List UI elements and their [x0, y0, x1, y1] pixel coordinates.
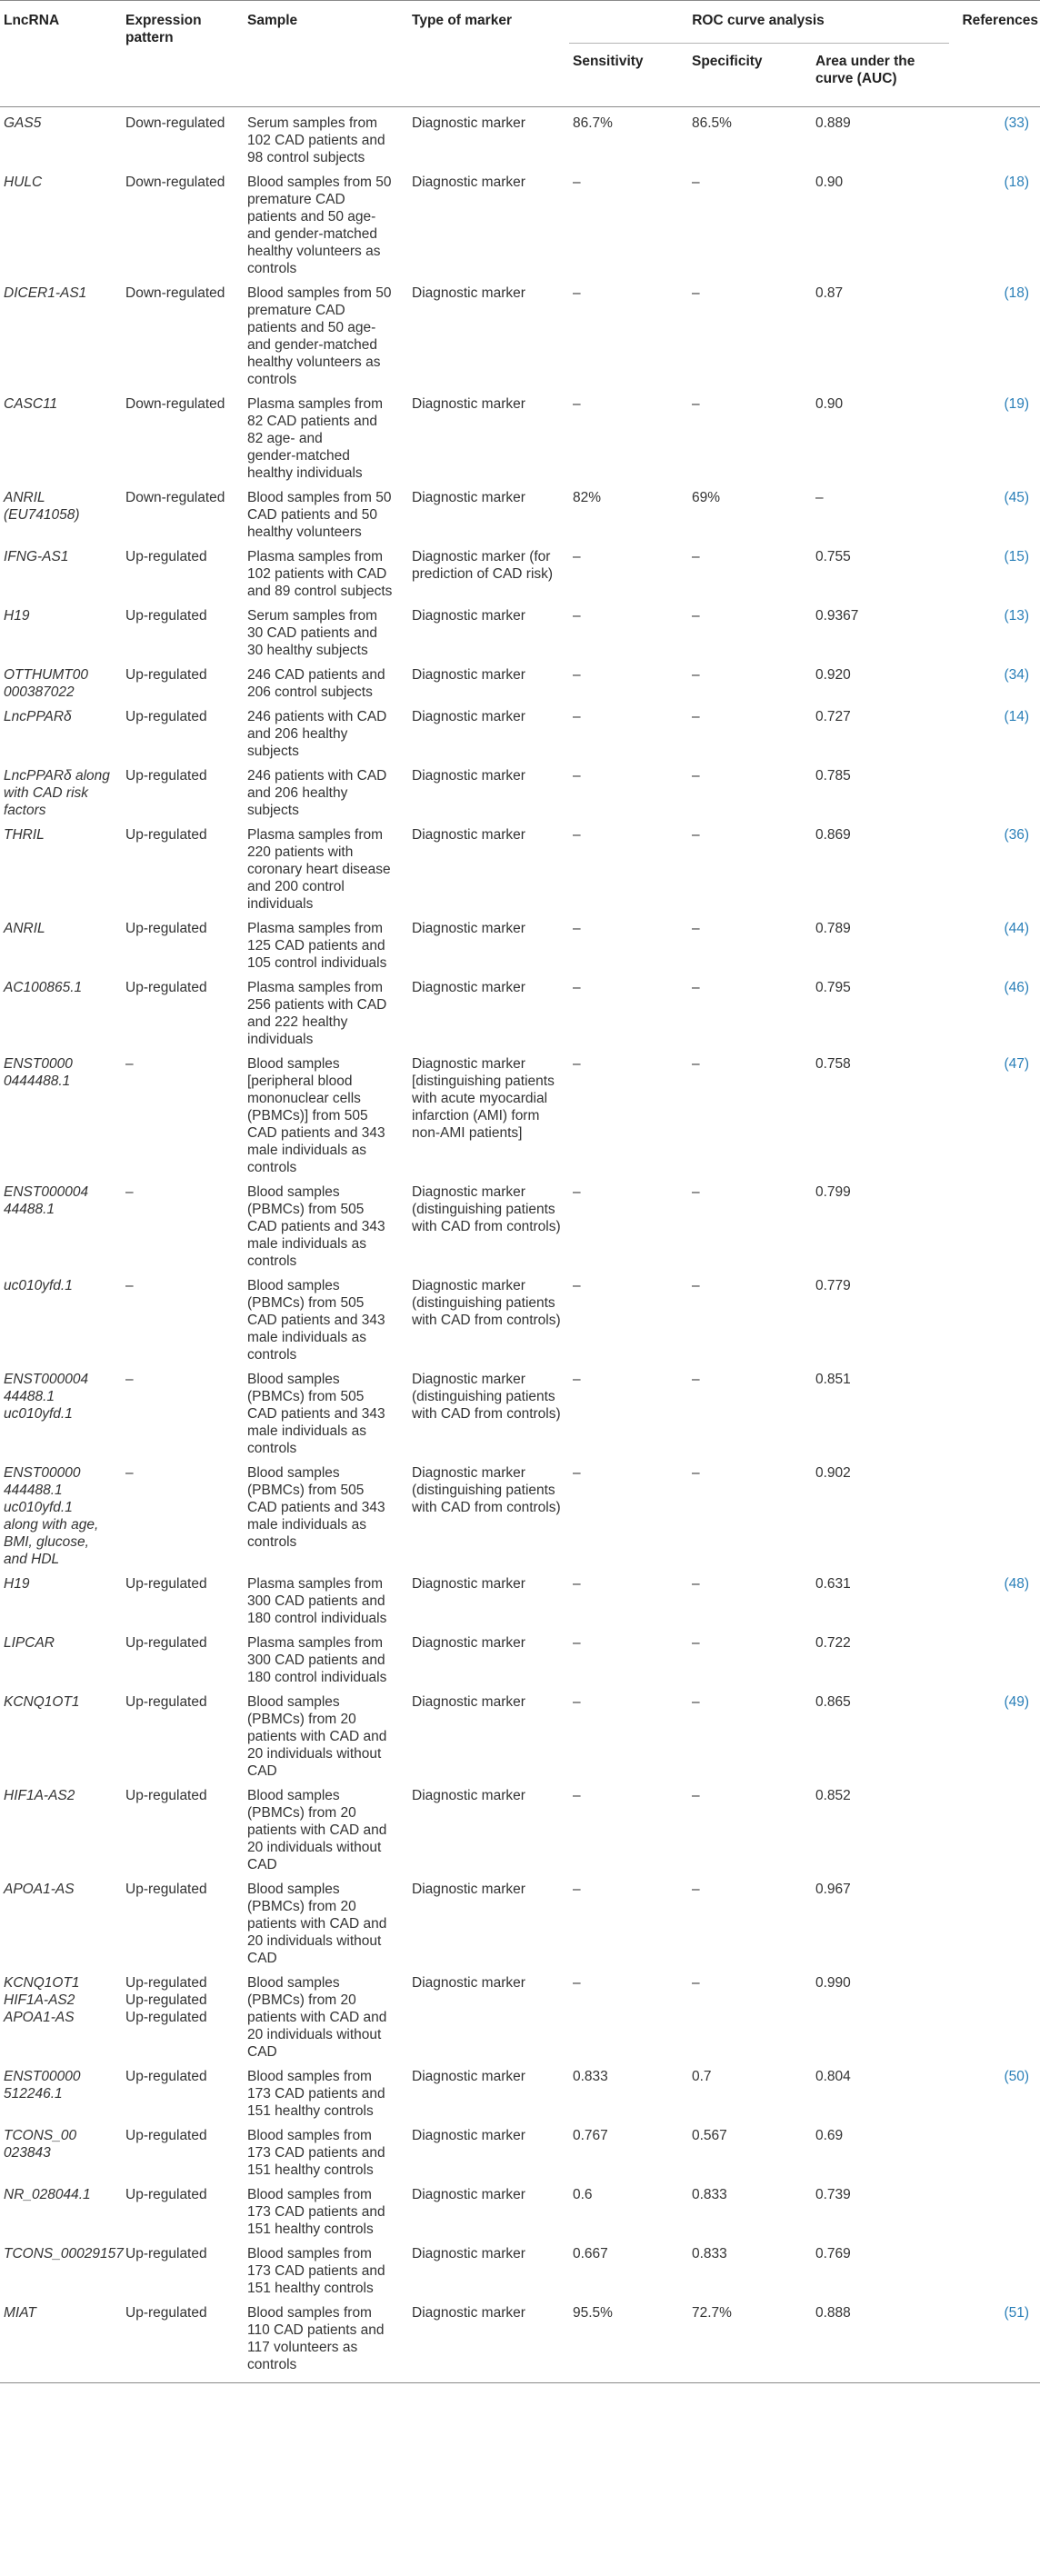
lncrna-cell: CASC11: [4, 396, 58, 412]
sample-cell: Blood samples from 110 CAD patients and 117 volunteers as controls: [244, 2297, 408, 2383]
sensitivity-cell: –: [573, 709, 581, 724]
expression-pattern-cell: –: [125, 1056, 134, 1072]
marker-type-cell: Diagnostic marker: [412, 1635, 525, 1651]
table-row: [0, 1048, 1040, 1176]
lncrna-cell: KCNQ1OT1 HIF1A-AS2 APOA1-AS: [4, 1975, 80, 2025]
marker-type-cell: Diagnostic marker [distinguishing patients with acute myocardial infarction (AMI) form non-AMI patients]: [412, 1056, 555, 1141]
expression-pattern-cell: Up-regulated: [125, 667, 207, 683]
reference-cell: [949, 1967, 1040, 2061]
table-row: [0, 659, 1040, 701]
marker-type-cell: Diagnostic marker: [412, 2069, 525, 2084]
marker-type-cell: Diagnostic marker (for prediction of CAD risk): [412, 549, 554, 582]
marker-type-cell: Diagnostic marker (distinguishing patients with CAD from controls): [412, 1465, 561, 1515]
expression-pattern-cell: Down-regulated: [125, 115, 225, 131]
auc-cell: 0.789: [815, 921, 851, 936]
lncrna-cell: KCNQ1OT1: [4, 1694, 80, 1710]
auc-cell: 0.785: [815, 768, 851, 784]
specificity-cell: 0.567: [692, 2128, 727, 2143]
specificity-cell: –: [692, 768, 700, 784]
lncrna-cell: ANRIL: [4, 921, 45, 936]
specificity-cell: –: [692, 1576, 700, 1592]
expression-pattern-cell: Up-regulated: [125, 2246, 207, 2261]
table-row: [0, 277, 1040, 388]
lncrna-cell: H19: [4, 1576, 30, 1592]
specificity-cell: –: [692, 980, 700, 995]
table-row: [0, 600, 1040, 659]
sensitivity-cell: –: [573, 1056, 581, 1072]
sensitivity-cell: –: [573, 1788, 581, 1803]
sample-cell: Blood samples (PBMCs) from 20 patients with CAD and 20 individuals without CAD: [247, 1694, 387, 1779]
auc-cell: 0.967: [815, 1882, 851, 1897]
reference-cell[interactable]: (36): [1004, 827, 1030, 843]
lncrna-cell: ENST0000 0444488.1: [4, 1056, 73, 1089]
specificity-cell: –: [692, 1465, 700, 1481]
specificity-cell: 72.7%: [688, 2297, 812, 2383]
expression-pattern-cell: –: [125, 1184, 134, 1200]
header-sample: Sample: [244, 1, 408, 107]
auc-cell: 0.852: [815, 1788, 851, 1803]
auc-cell: 0.795: [815, 980, 851, 995]
table-row: [0, 2238, 1040, 2297]
marker-type-cell: Diagnostic marker: [412, 1788, 525, 1803]
expression-pattern-cell: Up-regulated: [125, 1694, 207, 1710]
specificity-cell: –: [692, 549, 700, 564]
expression-pattern-cell: Up-regulated: [125, 980, 207, 995]
header-lncrna: LncRNA: [0, 1, 122, 107]
sample-cell: Blood samples (PBMCs) from 505 CAD patients and 343 male individuals as controls: [247, 1278, 385, 1363]
marker-type-cell: Diagnostic marker: [412, 1576, 525, 1592]
table-row: [0, 2179, 1040, 2238]
sample-cell: Blood samples (PBMCs) from 505 CAD patients and 343 male individuals as controls: [247, 1465, 385, 1550]
specificity-cell: –: [692, 1278, 700, 1293]
reference-cell: [949, 1873, 1040, 1967]
specificity-cell: –: [692, 608, 700, 624]
auc-cell: 0.799: [815, 1184, 851, 1200]
lncrna-cell: ENST000004 44488.1 uc010yfd.1: [4, 1372, 89, 1422]
sensitivity-cell: –: [573, 396, 581, 412]
reference-cell[interactable]: (33): [1004, 115, 1030, 131]
auc-cell: 0.90: [815, 175, 844, 190]
lncrna-cell: TCONS_00 023843: [4, 2128, 77, 2161]
lncrna-cell: uc010yfd.1: [4, 1278, 73, 1293]
lncrna-cell: GAS5: [4, 115, 42, 131]
reference-cell: [949, 1780, 1040, 1873]
table-row: [0, 1686, 1040, 1780]
expression-pattern-cell: –: [125, 1372, 134, 1387]
specificity-cell: –: [692, 1694, 700, 1710]
lncrna-cell: LIPCAR: [4, 1635, 55, 1651]
marker-type-cell: Diagnostic marker: [412, 608, 525, 624]
lncrna-cell: HULC: [4, 175, 43, 190]
marker-type-cell: Diagnostic marker: [412, 285, 525, 301]
expression-pattern-cell: –: [125, 1278, 134, 1293]
lncrna-cell: HIF1A-AS2: [4, 1788, 75, 1803]
specificity-cell: –: [692, 667, 700, 683]
expression-pattern-cell: Up-regulated: [125, 709, 207, 724]
lncrna-cell: THRIL: [4, 827, 45, 843]
marker-type-cell: Diagnostic marker: [412, 667, 525, 683]
expression-pattern-cell: Up-regulated: [125, 1635, 207, 1651]
reference-cell[interactable]: (15): [1004, 549, 1030, 564]
table-row: [0, 541, 1040, 600]
reference-cell: [949, 1176, 1040, 1270]
sensitivity-cell: –: [573, 1278, 581, 1293]
specificity-cell: –: [692, 1372, 700, 1387]
auc-cell: 0.631: [815, 1576, 851, 1592]
specificity-cell: –: [692, 1635, 700, 1651]
expression-pattern-cell: Up-regulated: [125, 768, 207, 784]
table-row: [0, 166, 1040, 277]
sample-cell: Plasma samples from 125 CAD patients and 105 control individuals: [247, 921, 387, 971]
sensitivity-cell: –: [573, 175, 581, 190]
specificity-cell: 69%: [692, 490, 721, 505]
marker-type-cell: Diagnostic marker: [412, 1975, 525, 1991]
lncrna-cell: APOA1-AS: [4, 1882, 75, 1897]
sample-cell: Blood samples from 50 premature CAD patients and 50 age- and gender-matched healthy volunteers as controls: [247, 285, 392, 387]
sensitivity-cell: 86.7%: [573, 115, 613, 131]
sensitivity-cell: 0.667: [573, 2246, 608, 2261]
sample-cell: Blood samples (PBMCs) from 20 patients with CAD and 20 individuals without CAD: [247, 1975, 387, 2060]
expression-pattern-cell: Up-regulated: [125, 2128, 207, 2143]
auc-cell: 0.889: [815, 115, 851, 131]
auc-cell: 0.69: [815, 2128, 844, 2143]
reference-cell[interactable]: (18): [1004, 285, 1030, 301]
table-row: [0, 2297, 1040, 2383]
reference-cell: [949, 1270, 1040, 1363]
header-expression-pattern: Expression pattern: [122, 1, 244, 107]
specificity-cell: –: [692, 285, 700, 301]
specificity-cell: –: [692, 175, 700, 190]
reference-cell[interactable]: (19): [1004, 396, 1030, 412]
table-row: [0, 482, 1040, 541]
reference-cell[interactable]: (50): [1004, 2069, 1030, 2084]
auc-cell: 0.90: [815, 396, 844, 412]
reference-cell[interactable]: (34): [1004, 667, 1030, 683]
sample-cell: Blood samples (PBMCs) from 20 patients with CAD and 20 individuals without CAD: [247, 1788, 387, 1872]
lncrna-cell: AC100865.1: [4, 980, 83, 995]
reference-cell[interactable]: (18): [1004, 175, 1030, 190]
table-row: [0, 1457, 1040, 1568]
sensitivity-cell: –: [573, 667, 581, 683]
auc-cell: 0.920: [815, 667, 851, 683]
expression-pattern-cell: Down-regulated: [125, 490, 225, 505]
lncrna-cell: NR_028044.1: [4, 2187, 91, 2202]
sensitivity-cell: –: [573, 1465, 581, 1481]
sensitivity-cell: –: [573, 827, 581, 843]
sensitivity-cell: –: [573, 608, 581, 624]
marker-type-cell: Diagnostic marker: [412, 980, 525, 995]
table-row: [0, 2061, 1040, 2120]
sample-cell: Blood samples [peripheral blood mononuclear cells (PBMCs)] from 505 CAD patients and 343 male individuals as controls: [247, 1056, 385, 1175]
lncrna-cell: LncPPARδ along with CAD risk factors: [4, 768, 110, 818]
reference-cell: [949, 2238, 1040, 2297]
reference-cell: [949, 1457, 1040, 1568]
sample-cell: Serum samples from 30 CAD patients and 30 healthy subjects: [247, 608, 378, 658]
header-auc: Area under the curve (AUC): [812, 44, 949, 107]
reference-cell: [949, 2179, 1040, 2238]
specificity-cell: –: [692, 1975, 700, 1991]
reference-cell: [949, 760, 1040, 819]
sensitivity-cell: –: [573, 1882, 581, 1897]
lncrna-cell: MIAT: [0, 2297, 122, 2383]
reference-cell[interactable]: (14): [1004, 709, 1030, 724]
expression-pattern-cell: Up-regulated: [125, 1882, 207, 1897]
reference-cell[interactable]: (48): [1004, 1576, 1030, 1592]
sensitivity-cell: 0.6: [573, 2187, 593, 2202]
sample-cell: Blood samples (PBMCs) from 505 CAD patients and 343 male individuals as controls: [247, 1372, 385, 1456]
expression-pattern-cell: Up-regulated: [122, 2297, 244, 2383]
lncrna-cell: LncPPARδ: [4, 709, 72, 724]
expression-pattern-cell: Up-regulated: [125, 2069, 207, 2084]
reference-cell: [949, 2120, 1040, 2179]
sensitivity-cell: 0.767: [573, 2128, 608, 2143]
marker-type-cell: Diagnostic marker: [412, 709, 525, 724]
reference-cell[interactable]: (44): [1004, 921, 1030, 936]
sample-cell: Blood samples (PBMCs) from 20 patients with CAD and 20 individuals without CAD: [247, 1882, 387, 1966]
auc-cell: 0.87: [815, 285, 844, 301]
lncrna-cell: ENST00000 512246.1: [4, 2069, 81, 2102]
lncrna-cell: TCONS_00029157: [4, 2246, 124, 2261]
specificity-cell: 0.833: [692, 2187, 727, 2202]
table-row: [0, 701, 1040, 760]
specificity-cell: –: [692, 396, 700, 412]
auc-cell: –: [815, 490, 824, 505]
specificity-cell: –: [692, 1056, 700, 1072]
lncrna-cell: ENST00000 444488.1 uc010yfd.1 along with age, BMI, glucose, and HDL: [4, 1465, 99, 1567]
auc-cell: 0.869: [815, 827, 851, 843]
expression-pattern-cell: Up-regulated Up-regulated Up-regulated: [125, 1975, 207, 2025]
sensitivity-cell: 0.833: [573, 2069, 608, 2084]
sample-cell: 246 CAD patients and 206 control subjects: [247, 667, 385, 700]
lncrna-cell: OTTHUMT00 000387022: [4, 667, 88, 700]
marker-type-cell: Diagnostic marker (distinguishing patients with CAD from controls): [412, 1278, 561, 1328]
table-row: [0, 1568, 1040, 1627]
marker-type-cell: Diagnostic marker: [412, 490, 525, 505]
header-roc-curve-analysis: ROC curve analysis: [569, 1, 949, 44]
sample-cell: Plasma samples from 300 CAD patients and 180 control individuals: [247, 1635, 387, 1685]
specificity-cell: –: [692, 709, 700, 724]
sensitivity-cell: –: [573, 921, 581, 936]
specificity-cell: –: [692, 1788, 700, 1803]
table-row: [0, 760, 1040, 819]
lncrna-cell: ANRIL (EU741058): [4, 490, 80, 523]
expression-pattern-cell: Up-regulated: [125, 1788, 207, 1803]
auc-cell: 0.804: [815, 2069, 851, 2084]
table-row: [0, 1176, 1040, 1270]
lncrna-cell: ENST000004 44488.1: [4, 1184, 89, 1217]
specificity-cell: –: [692, 1882, 700, 1897]
marker-type-cell: Diagnostic marker: [412, 2246, 525, 2261]
table-row: [0, 1363, 1040, 1457]
marker-type-cell: Diagnostic marker: [412, 115, 525, 131]
sample-cell: Plasma samples from 256 patients with CAD and 222 healthy individuals: [247, 980, 387, 1047]
auc-cell: 0.755: [815, 549, 851, 564]
sample-cell: Blood samples from 173 CAD patients and 151 healthy controls: [247, 2246, 385, 2296]
sample-cell: Blood samples (PBMCs) from 505 CAD patients and 343 male individuals as controls: [247, 1184, 385, 1269]
header-specificity: Specificity: [688, 44, 812, 107]
auc-cell: 0.9367: [815, 608, 859, 624]
auc-cell: 0.865: [815, 1694, 851, 1710]
expression-pattern-cell: Down-regulated: [125, 175, 225, 190]
sensitivity-cell: –: [573, 1975, 581, 1991]
sample-cell: Plasma samples from 102 patients with CAD and 89 control subjects: [247, 549, 393, 599]
marker-type-cell: Diagnostic marker: [412, 827, 525, 843]
marker-type-cell: Diagnostic marker: [412, 768, 525, 784]
auc-cell: 0.851: [815, 1372, 851, 1387]
auc-cell: 0.758: [815, 1056, 851, 1072]
table-row: [0, 1967, 1040, 2061]
sample-cell: 246 patients with CAD and 206 healthy subjects: [247, 768, 387, 818]
sample-cell: Plasma samples from 300 CAD patients and 180 control individuals: [247, 1576, 387, 1626]
auc-cell: 0.779: [815, 1278, 851, 1293]
lncrna-cell: IFNG-AS1: [4, 549, 69, 564]
marker-type-cell: Diagnostic marker: [412, 2187, 525, 2202]
table-header: [0, 1, 1040, 107]
table-row: [0, 913, 1040, 972]
reference-cell: [949, 1627, 1040, 1686]
marker-type-cell: Diagnostic marker (distinguishing patients with CAD from controls): [412, 1184, 561, 1234]
sensitivity-cell: 82%: [573, 490, 602, 505]
sensitivity-cell: –: [573, 1635, 581, 1651]
expression-pattern-cell: Down-regulated: [125, 285, 225, 301]
header-references: References: [949, 1, 1040, 107]
reference-cell[interactable]: (45): [1004, 490, 1030, 505]
marker-type-cell: Diagnostic marker: [412, 1882, 525, 1897]
specificity-cell: 0.7: [692, 2069, 712, 2084]
reference-cell[interactable]: (13): [1004, 608, 1030, 624]
sensitivity-cell: –: [573, 1184, 581, 1200]
reference-cell[interactable]: (47): [1004, 1056, 1030, 1072]
sensitivity-cell: –: [573, 768, 581, 784]
lncrna-cell: DICER1-AS1: [4, 285, 87, 301]
sample-cell: Plasma samples from 82 CAD patients and 82 age- and gender-matched healthy individuals: [247, 396, 384, 481]
reference-cell[interactable]: (49): [1004, 1694, 1030, 1710]
marker-type-cell: Diagnostic marker: [412, 175, 525, 190]
table-row: [0, 1270, 1040, 1363]
sensitivity-cell: –: [573, 285, 581, 301]
expression-pattern-cell: Up-regulated: [125, 2187, 207, 2202]
expression-pattern-cell: Up-regulated: [125, 921, 207, 936]
sample-cell: 246 patients with CAD and 206 healthy subjects: [247, 709, 387, 759]
sample-cell: Blood samples from 173 CAD patients and 151 healthy controls: [247, 2128, 385, 2178]
auc-cell: 0.888: [812, 2297, 949, 2383]
expression-pattern-cell: Up-regulated: [125, 1576, 207, 1592]
auc-cell: 0.739: [815, 2187, 851, 2202]
table-body: [0, 107, 1040, 2383]
sample-cell: Serum samples from 102 CAD patients and 98 control subjects: [247, 115, 385, 165]
sample-cell: Blood samples from 173 CAD patients and 151 healthy controls: [247, 2069, 385, 2119]
marker-type-cell: Diagnostic marker: [412, 396, 525, 412]
marker-type-cell: Diagnostic marker: [408, 2297, 569, 2383]
header-type-of-marker: Type of marker: [408, 1, 569, 107]
sensitivity-cell: –: [573, 549, 581, 564]
auc-cell: 0.902: [815, 1465, 851, 1481]
marker-type-cell: Diagnostic marker: [412, 2128, 525, 2143]
reference-cell[interactable]: (51): [949, 2297, 1040, 2383]
specificity-cell: –: [692, 1184, 700, 1200]
sensitivity-cell: –: [573, 980, 581, 995]
sample-cell: Blood samples from 50 CAD patients and 50 healthy volunteers: [247, 490, 392, 540]
marker-type-cell: Diagnostic marker: [412, 1694, 525, 1710]
sensitivity-cell: –: [573, 1694, 581, 1710]
reference-cell: [949, 1363, 1040, 1457]
marker-type-cell: Diagnostic marker (distinguishing patients with CAD from controls): [412, 1372, 561, 1422]
auc-cell: 0.990: [815, 1975, 851, 1991]
expression-pattern-cell: Up-regulated: [125, 608, 207, 624]
table-row: [0, 1780, 1040, 1873]
sample-cell: Blood samples from 173 CAD patients and 151 healthy controls: [247, 2187, 385, 2237]
table-row: [0, 107, 1040, 167]
reference-cell[interactable]: (46): [1004, 980, 1030, 995]
header-sensitivity: Sensitivity: [569, 44, 688, 107]
specificity-cell: –: [692, 921, 700, 936]
sensitivity-cell: –: [573, 1372, 581, 1387]
table-row: [0, 1873, 1040, 1967]
expression-pattern-cell: Up-regulated: [125, 827, 207, 843]
auc-cell: 0.727: [815, 709, 851, 724]
specificity-cell: 0.833: [692, 2246, 727, 2261]
expression-pattern-cell: Down-regulated: [125, 396, 225, 412]
table-row: [0, 2120, 1040, 2179]
sensitivity-cell: 95.5%: [569, 2297, 688, 2383]
specificity-cell: –: [692, 827, 700, 843]
lncrna-cell: H19: [4, 608, 30, 624]
auc-cell: 0.769: [815, 2246, 851, 2261]
expression-pattern-cell: –: [125, 1465, 134, 1481]
table-row: [0, 819, 1040, 913]
marker-type-cell: Diagnostic marker: [412, 921, 525, 936]
specificity-cell: 86.5%: [692, 115, 732, 131]
table-row: [0, 388, 1040, 482]
table-row: [0, 1627, 1040, 1686]
table-row: [0, 972, 1040, 1048]
sensitivity-cell: –: [573, 1576, 581, 1592]
sample-cell: Plasma samples from 220 patients with coronary heart disease and 200 control individuals: [247, 827, 391, 912]
auc-cell: 0.722: [815, 1635, 851, 1651]
expression-pattern-cell: Up-regulated: [125, 549, 207, 564]
sample-cell: Blood samples from 50 premature CAD patients and 50 age- and gender-matched healthy volunteers as controls: [247, 175, 392, 276]
